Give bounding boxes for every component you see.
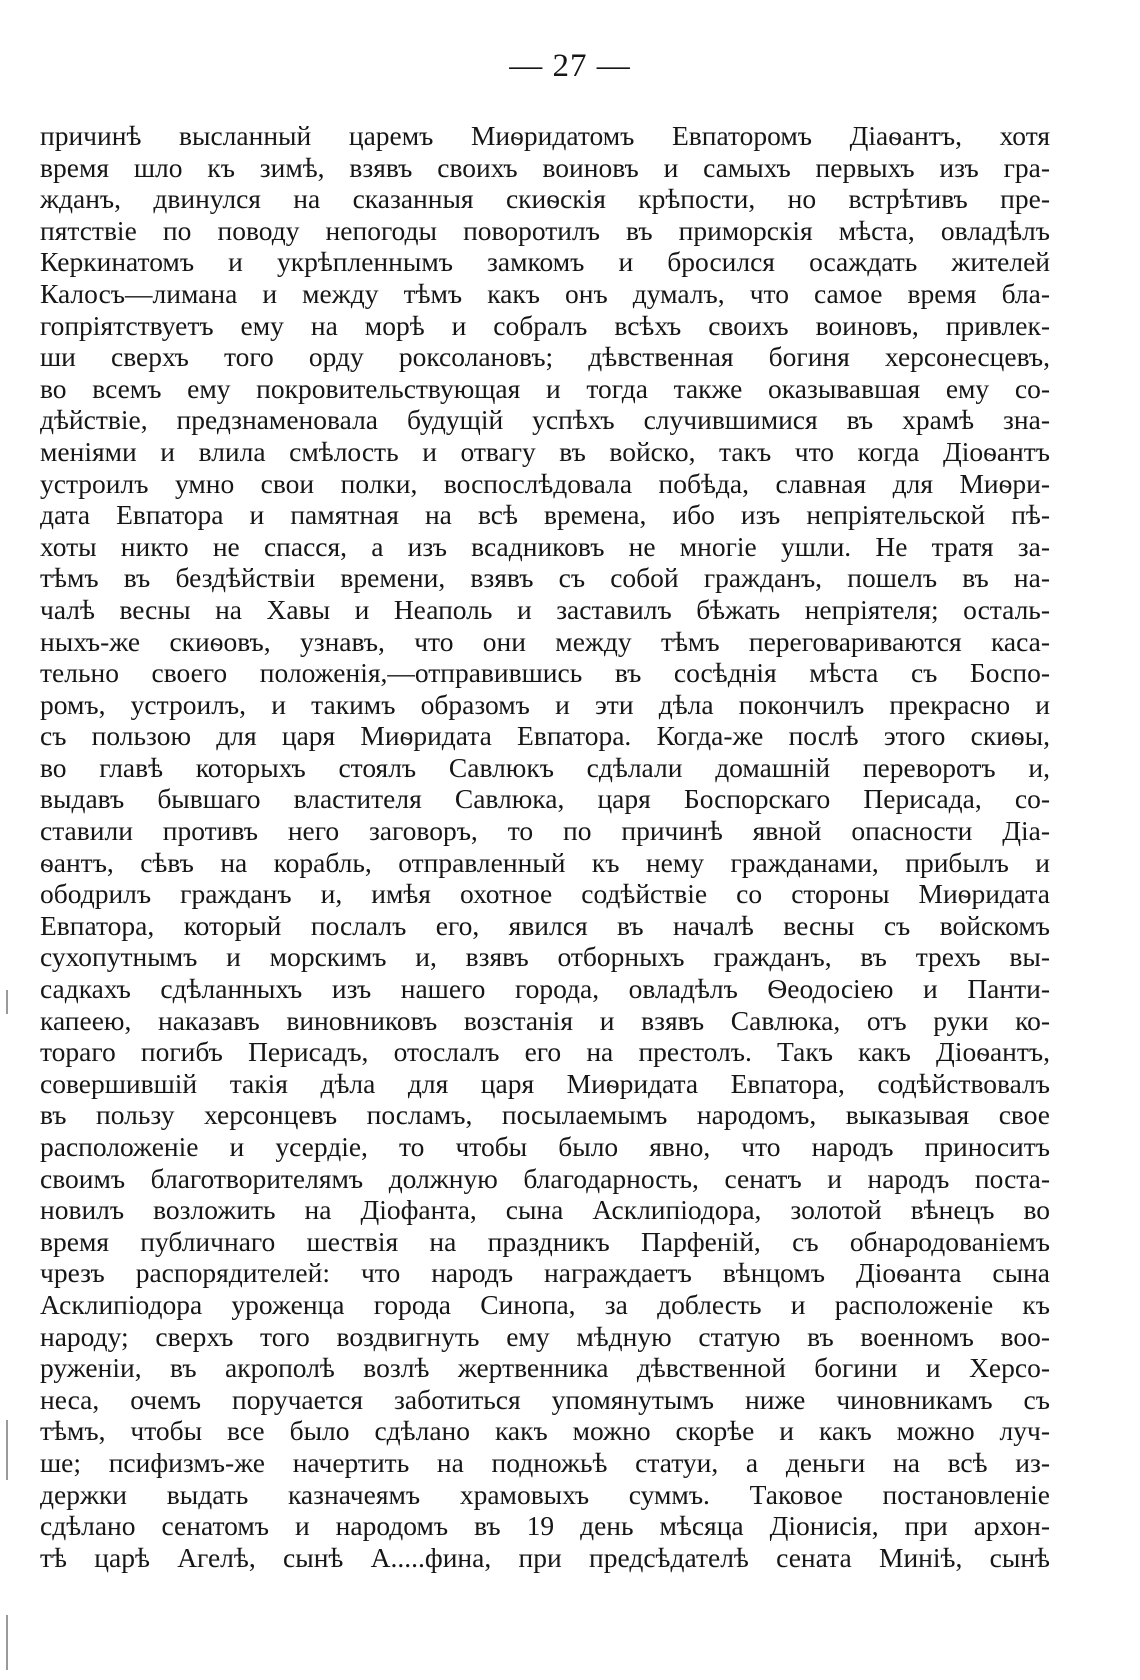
text-line: ставили противъ него заговоръ, то по причинѣ явной опасности Діа- xyxy=(40,815,1050,847)
text-line: Калосъ—лимана и между тѣмъ какъ онъ думалъ, что самое время бла- xyxy=(40,277,1050,309)
text-line: тѣмъ въ бездѣйствіи времени, взявъ съ собой гражданъ, пошелъ въ на- xyxy=(40,562,1050,594)
text-line: народу; сверхъ того воздвигнуть ему мѣдную статую въ военномъ воо- xyxy=(40,1320,1050,1352)
text-line: съ пользою для царя Миѳридата Евпатора. Когда-же послѣ этого скиѳы, xyxy=(40,720,1050,752)
text-line: Асклипіодора уроженца города Синопа, за доблесть и расположеніе къ xyxy=(40,1288,1050,1320)
text-line: время публичнаго шествія на праздникъ Парфеній, съ обнародованіемъ xyxy=(40,1225,1050,1257)
text-line: Керкинатомъ и укрѣпленнымъ замкомъ и бросился осаждать жителей xyxy=(40,246,1050,278)
text-line: хоты никто не спасся, а изъ всадниковъ не многіе ушли. Не тратя за- xyxy=(40,530,1050,562)
text-line: капеею, наказавъ виновниковъ возстанія и взявъ Савлюка, отъ руки ко- xyxy=(40,1004,1050,1036)
text-line: гопріятствуетъ ему на морѣ и собралъ всѣхъ своихъ воиновъ, привлек- xyxy=(40,309,1050,341)
text-line: руженіи, въ акрополѣ возлѣ жертвенника дѣвственной богини и Херсо- xyxy=(40,1352,1050,1384)
text-line: ше; псифизмъ-же начертить на подножьѣ статуи, а деньги на всѣ из- xyxy=(40,1446,1050,1478)
text-line: садкахъ сдѣланныхъ изъ нашего города, овладѣлъ Ѳеодосіею и Панти- xyxy=(40,973,1050,1005)
text-line: совершившій такія дѣла для царя Миѳридата Евпатора, содѣйствовалъ xyxy=(40,1067,1050,1099)
text-line: пятствіе по поводу непогоды поворотилъ въ приморскія мѣста, овладѣлъ xyxy=(40,214,1050,246)
text-line: устроилъ умно свои полки, воспослѣдовала побѣда, славная для Миѳри- xyxy=(40,467,1050,499)
text-line: ѳантъ, сѣвъ на корабль, отправленный къ нему гражданами, прибылъ и xyxy=(40,846,1050,878)
text-line: сухопутнымъ и морскимъ и, взявъ отборныхъ гражданъ, въ трехъ вы- xyxy=(40,941,1050,973)
text-line: выдавъ бывшаго властителя Савлюка, царя Боспорскаго Перисада, со- xyxy=(40,783,1050,815)
text-line: сдѣлано сенатомъ и народомъ въ 19 день мѣсяца Діонисія, при архон- xyxy=(40,1510,1050,1542)
text-line: Евпатора, который послалъ его, явился въ началѣ весны съ войскомъ xyxy=(40,909,1050,941)
text-line: жданъ, двинулся на сказанныя скиѳскія крѣпости, но встрѣтивъ пре- xyxy=(40,183,1050,215)
text-line: своимъ благотворителямъ должную благодарность, сенатъ и народъ поста- xyxy=(40,1162,1050,1194)
text-line: ромъ, устроилъ, и такимъ образомъ и эти дѣла покончилъ прекрасно и xyxy=(40,688,1050,720)
text-line: во главѣ которыхъ стоялъ Савлюкъ сдѣлали домашній переворотъ и, xyxy=(40,751,1050,783)
text-line: дата Евпатора и памятная на всѣ времена, ибо изъ непріятельской пѣ- xyxy=(40,499,1050,531)
text-line: во всемъ ему покровительствующая и тогда также оказывавшая ему со- xyxy=(40,372,1050,404)
text-line: ободрилъ гражданъ и, имѣя охотное содѣйствіе со стороны Миѳридата xyxy=(40,878,1050,910)
text-line: меніями и влила смѣлость и отвагу въ войско, такъ что когда Діоѳантъ xyxy=(40,435,1050,467)
text-line: причинѣ высланный царемъ Миѳридатомъ Евпаторомъ Діаѳантъ, хотя xyxy=(40,120,1050,151)
text-line: ши сверхъ того орду роксолановъ; дѣвственная богиня херсонесцевъ, xyxy=(40,341,1050,373)
text-line: дѣйствіе, предзнаменовала будущій успѣхъ случившимися въ храмѣ зна- xyxy=(40,404,1050,436)
text-line: новилъ возложить на Діофанта, сына Асклипіодора, золотой вѣнецъ во xyxy=(40,1194,1050,1226)
text-line: чрезъ распорядителей: что народъ награждаетъ вѣнцомъ Діоѳанта сына xyxy=(40,1257,1050,1289)
page-number: — 27 — xyxy=(509,48,631,84)
text-line: тельно своего положенія,—отправившись въ сосѣднія мѣста съ Боспо- xyxy=(40,657,1050,689)
text-line: держки выдать казначеямъ храмовыхъ суммъ. Таковое постановленіе xyxy=(40,1478,1050,1510)
text-line: тѣмъ, чтобы все было сдѣлано какъ можно скорѣе и какъ можно луч- xyxy=(40,1415,1050,1447)
text-line: въ пользу херсонцевъ посламъ, посылаемымъ народомъ, выказывая свое xyxy=(40,1099,1050,1131)
text-line: тораго погибъ Перисадъ, отослалъ его на престолъ. Такъ какъ Діоѳантъ, xyxy=(40,1036,1050,1068)
text-line: время шло къ зимѣ, взявъ своихъ воиновъ и самыхъ первыхъ изъ гра- xyxy=(40,151,1050,183)
text-line: тѣ царѣ Агелѣ, сынѣ А.....фина, при предсѣдателѣ сената Минiѣ, сынѣ xyxy=(40,1541,1050,1573)
margin-mark xyxy=(6,1420,8,1480)
body-text xyxy=(40,120,1050,1573)
margin-mark xyxy=(6,990,8,1014)
text-line: чалѣ весны на Хавы и Неаполь и заставилъ бѣжать непріятеля; осталь- xyxy=(40,593,1050,625)
text-line: расположеніе и усердіе, то чтобы было явно, что народъ приноситъ xyxy=(40,1131,1050,1162)
text-line: ныхъ-же скиѳовъ, узнавъ, что они между тѣмъ переговариваются каса- xyxy=(40,625,1050,657)
margin-mark xyxy=(6,1615,8,1670)
text-line: неса, очемъ поручается заботиться упомянутымъ ниже чиновникамъ съ xyxy=(40,1383,1050,1415)
